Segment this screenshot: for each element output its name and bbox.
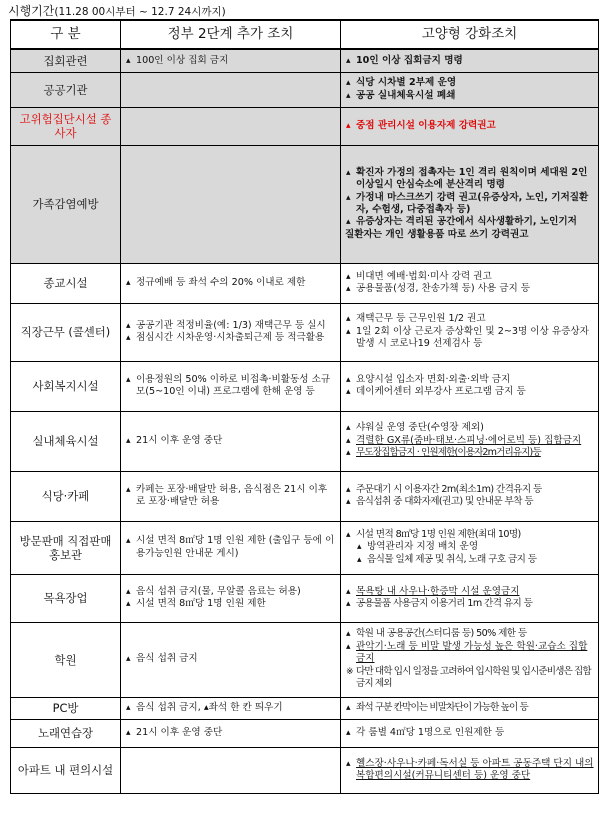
header-government: 정부 2단계 추가 조치 — [121, 20, 341, 49]
list-item: ▴ 식당 시차별 2부제 운영 — [345, 77, 594, 89]
list-item: ▴ 음식 섭취 금지 — [125, 653, 336, 665]
row-government — [121, 697, 341, 719]
list-item: ▴ 음식 섭취 금지(물, 무알콜 음료는 허용) — [125, 586, 336, 598]
list-item: ▴ 10인 이상 집회금지 명령 — [345, 55, 594, 67]
table-row — [11, 411, 599, 471]
list-item: ▴ 관악기·노래 등 비말 발생 가능성 높은 학원·교습소 집합금지 — [345, 641, 594, 666]
list-item: ▴ 음식섭취 중 대화자제(권고) 및 안내문 부착 등 — [345, 496, 594, 508]
list-item: ▴ 중점 관리시설 이용자제 강력권고 — [345, 120, 594, 132]
list-item: ▴ 방역관리자 지정 배치 운영 — [345, 541, 594, 553]
table-row — [11, 622, 599, 697]
row-goyang — [341, 747, 599, 793]
row-government — [121, 303, 341, 361]
row-government — [121, 263, 341, 303]
period-prefix: 시행기간 — [8, 4, 55, 18]
row-government — [121, 107, 341, 145]
table-row — [11, 72, 599, 107]
table-row — [11, 719, 599, 747]
list-item: ▴ 음식물 일체 제공 및 취식, 노래 구호 금지 등 — [345, 554, 594, 566]
row-government — [121, 747, 341, 793]
table-row — [11, 263, 599, 303]
list-item: ▴ 시설 면적 8㎡당 1명 인원 제한 — [125, 598, 336, 610]
table-row — [11, 303, 599, 361]
header-goyang: 고양형 강화조치 — [341, 20, 599, 49]
row-category: 공공기관 — [11, 72, 121, 107]
list-item: ▴ 가정내 마스크쓰기 강력 권고(유증상자, 노인, 기저질환자, 수험생, 다중접촉자 등) — [345, 192, 594, 217]
list-item: ▴ 이용정원의 50% 이하로 비접촉·비활동성 소규모(5~10인 이내) 프로그램에 한해 운영 등 — [125, 374, 336, 399]
row-goyang — [341, 263, 599, 303]
list-item: ▴ 유증상자는 격리된 공간에서 식사생활하기, 노인기저 — [345, 216, 594, 228]
row-category: 방문판매 직접판매홍보관 — [11, 521, 121, 574]
row-category: 종교시설 — [11, 263, 121, 303]
list-item: ▴ 공공 실내체육시설 폐쇄 — [345, 90, 594, 102]
list-item: ▴ 주문대기 시 이용자간 2m(최소1m) 간격유지 등 — [345, 484, 594, 496]
list-item: ▴ 격렬한 GX류(줌바·태보·스피닝·에어로빅 등) 집합금지 — [345, 435, 594, 447]
row-government — [121, 145, 341, 263]
row-category: 가족감염예방 — [11, 145, 121, 263]
row-category: 목욕장업 — [11, 574, 121, 622]
list-item: ▴ 21시 이후 운영 중단 — [125, 727, 336, 739]
header-category: 구 분 — [11, 20, 121, 49]
list-item: ▴ 헬스장·사우나·카페·독서실 등 아파트 공동주택 단지 내의 복합편의시설(커뮤니티센터 등) 운영 중단 — [345, 758, 594, 783]
table-row — [11, 574, 599, 622]
list-item: ▴ 확진자 가정의 접촉자는 1인 격리 원칙이며 세대원 2인 이상일시 안심숙소에 분산격리 명령 — [345, 167, 594, 192]
list-item: ▴ 정규예배 등 좌석 수의 20% 이내로 제한 — [125, 277, 336, 289]
pc-gov-text-1: 음식 섭취 금지, — [136, 701, 201, 713]
list-item: ※ 다만 대학 입시 일정을 고려하여 입시학원 및 입시준비생은 집합금지 제외 — [345, 666, 594, 691]
row-category: 식당·카페 — [11, 471, 121, 521]
table-row — [11, 361, 599, 411]
row-goyang — [341, 303, 599, 361]
list-item: ▴ 학원 내 공용공간(스터디룸 등) 50% 제한 등 — [345, 628, 594, 640]
table-row — [11, 747, 599, 793]
period-range: (11.28 00시부터 ~ 12.7 24시까지) — [54, 6, 226, 18]
list-item: ▴ 21시 이후 운영 중단 — [125, 435, 336, 447]
list-item: ▴ 좌석 구분 칸막이는 비말차단이 가능한 높이 등 — [345, 702, 594, 714]
row-goyang — [341, 521, 599, 574]
table-row — [11, 471, 599, 521]
row-government — [121, 574, 341, 622]
list-item: ▴ 음식 섭취 금지, ▴좌석 한 칸 띄우기 — [125, 702, 336, 714]
row-category: 사회복지시설 — [11, 361, 121, 411]
row-goyang — [341, 411, 599, 471]
list-item: ▴ 재택근무 등 근무인원 1/2 권고 — [345, 313, 594, 325]
row-government — [121, 72, 341, 107]
list-item: ▴ 비대면 예배·법회·미사 강력 권고 — [345, 271, 594, 283]
list-item: ▴ 샤워실 운영 중단(수영장 제외) — [345, 422, 594, 434]
list-item: ▴ 점심시간 시차운영·시차출퇴근제 등 적극활용 — [125, 332, 336, 344]
table-row — [11, 107, 599, 145]
row-category: 집회관련 — [11, 49, 121, 72]
row-category: 아파트 내 편의시설 — [11, 747, 121, 793]
row-government — [121, 471, 341, 521]
row-goyang — [341, 145, 599, 263]
enforcement-period — [8, 3, 226, 20]
row-government — [121, 411, 341, 471]
row-goyang — [341, 72, 599, 107]
list-item: ▴ 시설 면적 8㎡당 1명 인원 제한 (출입구 등에 이용가능인원 안내문 게시) — [125, 535, 336, 560]
row-goyang — [341, 361, 599, 411]
row-government — [121, 361, 341, 411]
row-goyang — [341, 107, 599, 145]
row-category: 실내체육시설 — [11, 411, 121, 471]
row-government — [121, 622, 341, 697]
table-row — [11, 145, 599, 263]
row-government — [121, 719, 341, 747]
row-goyang — [341, 719, 599, 747]
row-goyang — [341, 471, 599, 521]
table-header-row — [11, 20, 599, 49]
measures-table — [10, 19, 599, 794]
list-item: 질환자는 개인 생활용품 따로 쓰기 강력권고 — [345, 228, 529, 240]
list-item: ▴ 1일 2회 이상 근로자 증상확인 및 2~3명 이상 유증상자 발생 시 코로나19 선제검사 등 — [345, 326, 594, 351]
pc-gov-text-2: 좌석 한 칸 띄우기 — [208, 701, 283, 713]
list-item: ▴ 각 룸별 4㎡당 1명으로 인원제한 등 — [345, 727, 594, 739]
row-goyang — [341, 697, 599, 719]
row-category: 직장근무 (콜센터) — [11, 303, 121, 361]
list-item: ▴ 100인 이상 집회 금지 — [125, 55, 336, 67]
row-goyang — [341, 574, 599, 622]
row-category: 고위험집단시설 종사자 — [11, 107, 121, 145]
list-item: ▴ 카페는 포장·배달만 허용, 음식점은 21시 이후로 포장·배달만 허용 — [125, 484, 336, 509]
table-row — [11, 697, 599, 719]
row-category: 학원 — [11, 622, 121, 697]
row-government — [121, 49, 341, 72]
row-goyang — [341, 49, 599, 72]
list-item: ▴ 데이케어센터 외부강사 프로그램 금지 등 — [345, 386, 594, 398]
row-category: 노래연습장 — [11, 719, 121, 747]
row-government — [121, 521, 341, 574]
row-category: PC방 — [11, 697, 121, 719]
list-item: ▴ 공용물품 사용금지 이용거리 1m 간격 유지 등 — [345, 598, 594, 610]
list-item: ▴ 시설 면적 8㎡당 1명 인원 제한(최대 10명) — [345, 529, 594, 541]
table-row — [11, 49, 599, 72]
list-item: ▴ 목욕탕 내 사우나·한증막 시설 운영금지 — [345, 586, 594, 598]
list-item: ▴ 무도장집합금지 · 인원제한(이용자2m거리유지)등 — [345, 447, 594, 459]
list-item: ▴ 공용물품(성경, 찬송가책 등) 사용 금지 등 — [345, 283, 594, 295]
list-item: ▴ 공공기관 적정비율(예: 1/3) 재택근무 등 실시 — [125, 320, 336, 332]
row-goyang — [341, 622, 599, 697]
list-item: ▴ 요양시설 입소자 면회·외출·외박 금지 — [345, 374, 594, 386]
table-row — [11, 521, 599, 574]
